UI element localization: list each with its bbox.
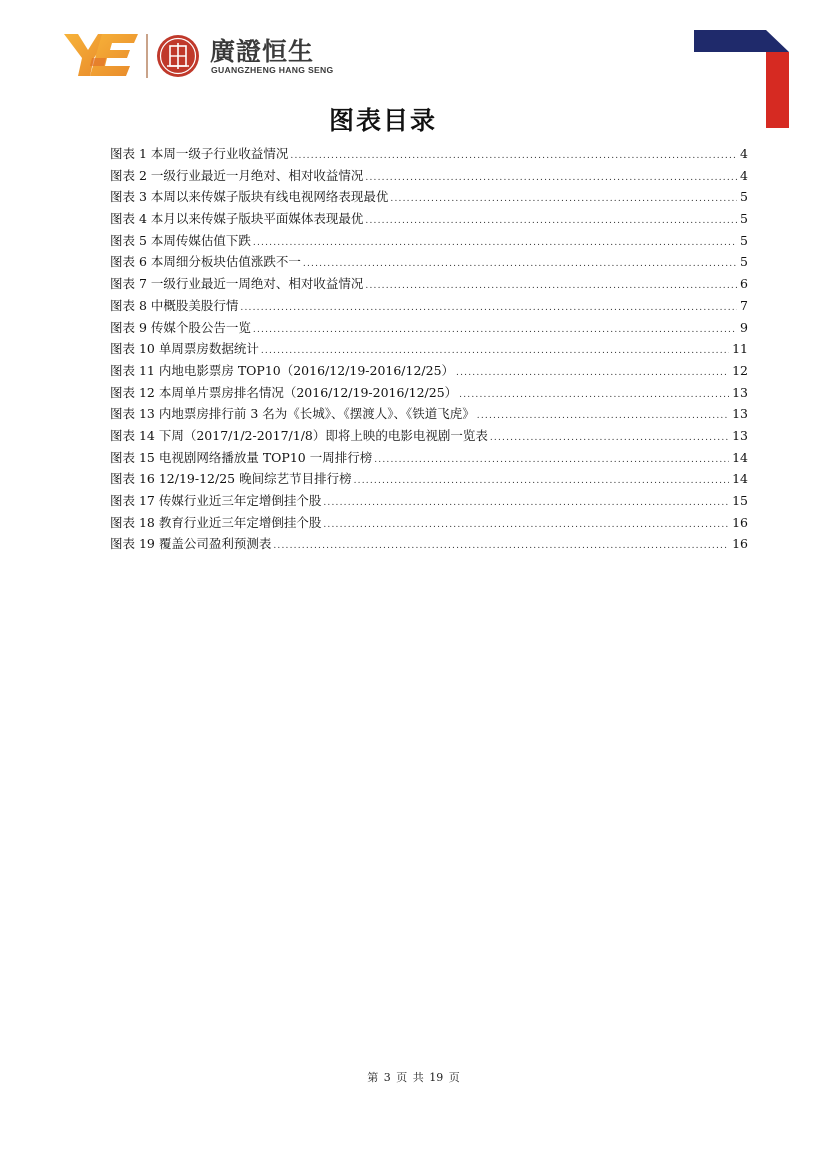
toc-entry-label: 图表 1 本周一级子行业收益情况 — [110, 146, 289, 161]
toc-dot-leader — [354, 471, 729, 493]
toc-dot-leader — [323, 515, 729, 537]
toc-entry-page: 13 — [732, 406, 748, 422]
toc-entry[interactable] — [110, 360, 748, 382]
toc-entry-page: 14 — [732, 449, 748, 465]
toc-dot-leader — [240, 298, 737, 320]
toc-entry[interactable] — [110, 143, 748, 165]
toc-dot-leader — [323, 493, 729, 515]
toc-entry-page: 5 — [740, 254, 748, 270]
toc-entry-label: 图表 7 一级行业最近一周绝对、相对收益情况 — [110, 276, 364, 292]
toc-entry[interactable] — [110, 251, 748, 273]
toc-entry[interactable] — [110, 317, 748, 339]
ye-logo-icon — [62, 28, 144, 82]
company-logo — [62, 28, 352, 82]
toc-entry[interactable] — [110, 490, 748, 512]
toc-entry[interactable] — [110, 273, 748, 295]
toc-dot-leader — [303, 254, 737, 276]
toc-entry[interactable] — [110, 382, 748, 404]
toc-entry-page: 5 — [740, 211, 748, 227]
toc-entry[interactable] — [110, 338, 748, 360]
toc-entry-label: 图表 14 下周（2017/1/2-2017/1/8）即将上映的电影电视剧一览表 — [110, 427, 488, 443]
toc-entry-page: 6 — [740, 276, 748, 292]
toc-dot-leader — [456, 363, 729, 385]
toc-entry-label: 图表 3 本周以来传媒子版块有线电视网络表现最优 — [110, 189, 389, 205]
toc-entry-label: 图表 9 传媒个股公告一览 — [110, 319, 251, 335]
toc-entry-page: 9 — [740, 319, 748, 335]
toc-dot-leader — [253, 233, 737, 255]
brand-name-en: GUANGZHENG HANG SENG — [211, 65, 334, 75]
seal-logo-icon — [156, 34, 200, 78]
toc-entry-label: 图表 11 内地电影票房 TOP10（2016/12/19-2016/12/25） — [110, 362, 455, 378]
brand-name-cn: 廣證恒生 — [210, 37, 315, 66]
toc-entry[interactable] — [110, 208, 748, 230]
toc-entry-label: 图表 12 本周单片票房排名情况（2016/12/19-2016/12/25） — [110, 384, 458, 400]
toc-dot-leader — [273, 536, 729, 558]
toc-dot-leader — [365, 168, 737, 190]
toc-entry-page: 5 — [740, 232, 748, 248]
toc-dot-leader — [365, 211, 737, 233]
toc-entry-label: 图表 4 本月以来传媒子版块平面媒体表现最优 — [110, 211, 364, 227]
page-number: 第 3 页 共 19 页 — [367, 1071, 460, 1084]
toc-entry[interactable] — [110, 165, 748, 187]
toc-entry-label: 图表 10 单周票房数据统计 — [110, 341, 259, 357]
toc-entry[interactable] — [110, 403, 748, 425]
toc-dot-leader — [459, 385, 729, 407]
logo-divider — [146, 34, 148, 78]
toc-entry-label: 图表 13 内地票房排行前 3 名为《长城》、《摆渡人》、《铁道飞虎》 — [110, 406, 475, 422]
toc-dot-leader — [253, 320, 737, 342]
toc-entry-page: 15 — [732, 493, 748, 508]
toc-list — [110, 143, 748, 555]
toc-entry[interactable] — [110, 468, 748, 490]
toc-entry[interactable] — [110, 512, 748, 534]
toc-entry-page: 16 — [732, 514, 748, 530]
toc-entry-page: 13 — [732, 427, 748, 443]
toc-dot-leader — [477, 406, 729, 428]
toc-entry-page: 12 — [732, 362, 748, 378]
toc-entry-page: 13 — [732, 384, 748, 400]
toc-entry-label: 图表 5 本周传媒估值下跌 — [110, 232, 251, 248]
toc-entry[interactable] — [110, 230, 748, 252]
toc-entry-label: 图表 17 传媒行业近三年定增倒挂个股 — [110, 493, 322, 508]
toc-entry-page: 4 — [740, 146, 748, 161]
toc-entry[interactable] — [110, 447, 748, 469]
toc-entry-page: 7 — [740, 297, 748, 313]
toc-entry-label: 图表 2 一级行业最近一月绝对、相对收益情况 — [110, 167, 364, 183]
toc-entry[interactable] — [110, 186, 748, 208]
toc-entry-label: 图表 19 覆盖公司盈利预测表 — [110, 536, 272, 552]
toc-entry[interactable] — [110, 425, 748, 447]
toc-entry[interactable] — [110, 533, 748, 555]
toc-dot-leader — [365, 276, 737, 298]
toc-entry-page: 4 — [740, 167, 748, 183]
toc-entry-page: 5 — [740, 189, 748, 205]
toc-dot-leader — [490, 428, 729, 450]
toc-entry-page: 14 — [732, 471, 748, 487]
toc-entry-label: 图表 18 教育行业近三年定增倒挂个股 — [110, 514, 322, 530]
toc-entry-label: 图表 16 12/19-12/25 晚间综艺节目排行榜 — [110, 471, 352, 487]
toc-dot-leader — [390, 189, 737, 211]
toc-dot-leader — [374, 450, 729, 472]
toc-entry-label: 图表 6 本周细分板块估值涨跌不一 — [110, 254, 301, 270]
toc-entry-page: 16 — [732, 536, 748, 552]
toc-entry-page: 11 — [732, 341, 748, 357]
toc-entry-label: 图表 15 电视剧网络播放量 TOP10 一周排行榜 — [110, 449, 373, 465]
toc-entry[interactable] — [110, 295, 748, 317]
toc-entry-label: 图表 8 中概股美股行情 — [110, 297, 239, 313]
toc-title: 图表目录 — [328, 106, 437, 135]
